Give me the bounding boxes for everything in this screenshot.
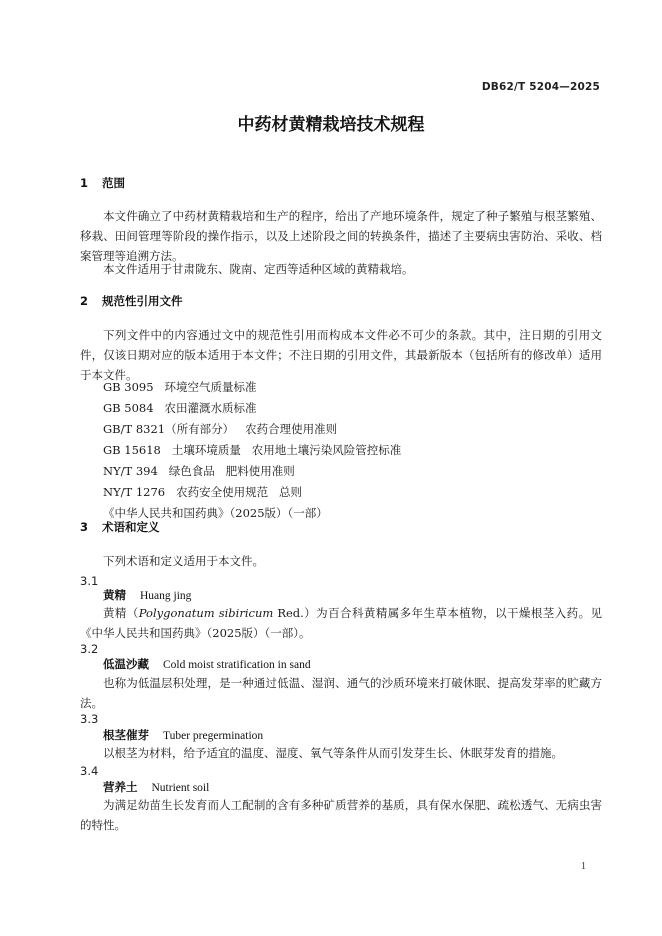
- section-number: 1: [80, 176, 89, 190]
- term-number: 3.4: [80, 764, 99, 778]
- reference-item: GB 3095 环境空气质量标准: [103, 380, 257, 394]
- section-3-heading: [80, 519, 160, 535]
- reference-item: GB 15618 土壤环境质量 农用地土壤污染风险管控标准: [103, 443, 402, 457]
- reference-item: 《中华人民共和国药典》（2025版）（一部）: [103, 506, 328, 520]
- term-english: Huang jing: [140, 590, 192, 602]
- section-number: 2: [80, 294, 89, 308]
- term-definition: 以根茎为材料，给予适宜的温度、湿度、氧气等条件从而引发芽生长、休眠芽发育的措施。: [103, 746, 563, 760]
- scientific-name: Polygonatum sibiricum: [138, 606, 274, 620]
- term-definition: 也称为低温层积处理，是一种通过低温、湿润、通气的沙质环境来打破休眠、提高发芽率的贮藏方法。: [80, 676, 602, 710]
- term-definition: 黄精（Polygonatum sibiricum Red.）为百合科黄精属多年生草本植物，以干燥根茎入药。见《中华人民共和国药典》（2025版）（一部）。: [80, 606, 602, 640]
- references-intro: 下列文件中的内容通过文中的规范性引用而构成本文件必不可少的条款。其中，注日期的引用文件，仅该日期对应的版本适用于本文件；不注日期的引用文件，其最新版本（包括所有的修改单）适用于本文件。: [80, 328, 602, 382]
- section-title: 范围: [102, 176, 126, 190]
- standard-code: DB62/T 5204—2025: [481, 81, 600, 93]
- term-chinese: 根茎催芽: [103, 728, 149, 742]
- term-chinese: 低温沙藏: [103, 657, 149, 671]
- term-english: Nutrient soil: [151, 782, 210, 794]
- term-number: 3.3: [80, 712, 99, 726]
- term-number: 3.2: [80, 642, 99, 656]
- section-number: 3: [80, 520, 89, 534]
- term-heading: [103, 654, 311, 675]
- term-chinese: 营养土: [103, 780, 138, 794]
- reference-item: GB/T 8321（所有部分） 农药合理使用准则: [103, 422, 338, 436]
- section-1-heading: [80, 175, 125, 191]
- reference-item: NY/T 1276 农药安全使用规范 总则: [103, 485, 303, 499]
- term-number: 3.1: [80, 574, 99, 588]
- term-english: Tuber pregermination: [163, 730, 264, 742]
- document-title: 中药材黄精栽培技术规程: [237, 115, 425, 135]
- scope-paragraph-1: 本文件确立了中药材黄精栽培和生产的程序，给出了产地环境条件，规定了种子繁殖与根茎繁殖、移栽、田间管理等阶段的操作指示，以及上述阶段之间的转换条件，描述了主要病虫害防治、采收、档案管理等追溯方法。: [80, 209, 602, 263]
- section-title: 规范性引用文件: [102, 294, 183, 308]
- scope-paragraph-2: 本文件适用于甘肃陇东、陇南、定西等适种区域的黄精栽培。: [103, 262, 414, 276]
- page-number: 1: [581, 861, 586, 872]
- terms-intro: 下列术语和定义适用于本文件。: [103, 554, 264, 568]
- reference-item: GB 5084 农田灌溉水质标准: [103, 401, 257, 415]
- reference-item: NY/T 394 绿色食品 肥料使用准则: [103, 464, 295, 478]
- section-title: 术语和定义: [102, 520, 160, 534]
- term-english: Cold moist stratification in sand: [163, 659, 311, 671]
- term-definition: 为满足幼苗生长发育而人工配制的含有多种矿质营养的基质，具有保水保肥、疏松透气、无病虫害的特性。: [80, 798, 602, 832]
- term-chinese: 黄精: [103, 588, 126, 602]
- section-2-heading: [80, 293, 183, 309]
